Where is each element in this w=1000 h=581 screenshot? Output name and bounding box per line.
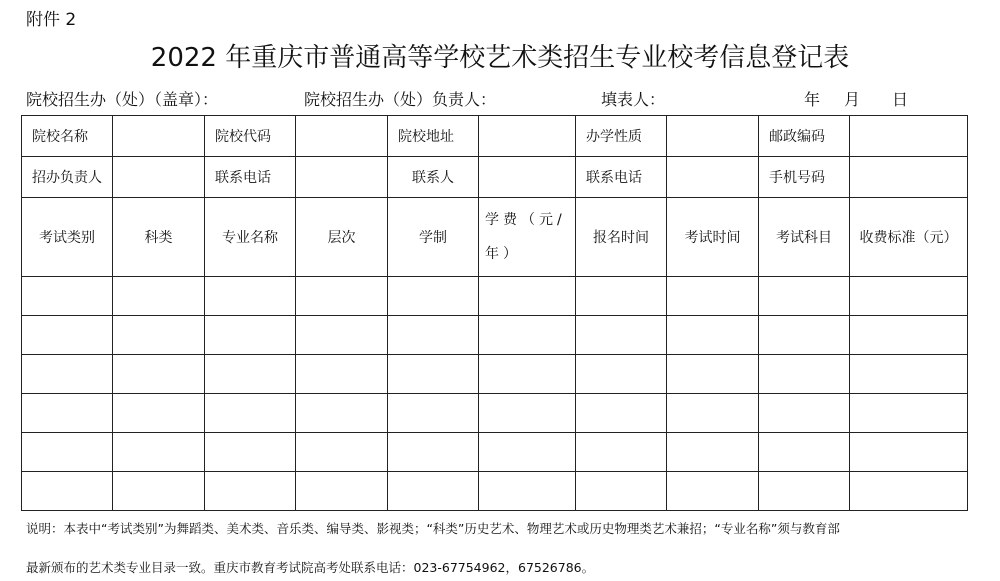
table-cell[interactable]	[850, 277, 968, 316]
table-cell[interactable]	[205, 355, 296, 394]
contact-person-field[interactable]	[479, 157, 576, 198]
table-cell[interactable]	[22, 472, 113, 511]
col-exam-subjects: 考试科目	[759, 198, 850, 277]
table-cell[interactable]	[576, 277, 667, 316]
table-cell[interactable]	[22, 355, 113, 394]
table-cell[interactable]	[667, 394, 759, 433]
table-row	[22, 316, 968, 355]
admissions-head-field[interactable]	[113, 157, 205, 198]
table-cell[interactable]	[388, 394, 479, 433]
table-cell[interactable]	[759, 433, 850, 472]
table-cell[interactable]	[388, 316, 479, 355]
col-duration: 学制	[388, 198, 479, 277]
table-cell[interactable]	[22, 433, 113, 472]
table-cell[interactable]	[479, 355, 576, 394]
col-fee-standard: 收费标准（元）	[850, 198, 968, 277]
col-exam-time: 考试时间	[667, 198, 759, 277]
info-head-label: 院校招生办（处）负责人：	[304, 90, 497, 109]
table-row	[22, 472, 968, 511]
school-nature-field[interactable]	[667, 116, 759, 157]
table-cell[interactable]	[759, 472, 850, 511]
col-level: 层次	[296, 198, 388, 277]
mobile-label: 手机号码	[759, 157, 850, 198]
table-cell[interactable]	[667, 277, 759, 316]
date-year-label: 年	[804, 90, 823, 109]
table-cell[interactable]	[388, 433, 479, 472]
table-cell[interactable]	[759, 316, 850, 355]
table-cell[interactable]	[296, 316, 388, 355]
table-cell[interactable]	[479, 277, 576, 316]
contact-phone-label: 联系电话	[576, 157, 667, 198]
table-cell[interactable]	[205, 316, 296, 355]
col-registration-time: 报名时间	[576, 198, 667, 277]
table-cell[interactable]	[576, 472, 667, 511]
table-cell[interactable]	[850, 355, 968, 394]
contact-phone-field[interactable]	[667, 157, 759, 198]
note-line-2: 最新颁布的艺术类专业目录一致。重庆市教育考试院高考处联系电话：023-67754962，67526786。	[26, 560, 595, 575]
school-info-row-2	[22, 157, 968, 198]
col-major-name: 专业名称	[205, 198, 296, 277]
phone-label: 联系电话	[205, 157, 296, 198]
table-cell[interactable]	[205, 433, 296, 472]
table-cell[interactable]	[296, 433, 388, 472]
contact-person-label: 联系人	[388, 157, 479, 198]
date-day-label: 日	[892, 90, 911, 109]
school-address-field[interactable]	[479, 116, 576, 157]
table-cell[interactable]	[759, 277, 850, 316]
col-subject-type: 科类	[113, 198, 205, 277]
table-cell[interactable]	[205, 472, 296, 511]
table-cell[interactable]	[22, 316, 113, 355]
table-cell[interactable]	[113, 355, 205, 394]
table-cell[interactable]	[113, 316, 205, 355]
school-name-label: 院校名称	[22, 116, 113, 157]
column-header-row	[22, 198, 968, 277]
table-cell[interactable]	[576, 394, 667, 433]
table-cell[interactable]	[759, 394, 850, 433]
table-cell[interactable]	[850, 394, 968, 433]
table-cell[interactable]	[296, 277, 388, 316]
table-cell[interactable]	[850, 472, 968, 511]
table-cell[interactable]	[576, 316, 667, 355]
table-cell[interactable]	[576, 355, 667, 394]
table-cell[interactable]	[296, 355, 388, 394]
table-cell[interactable]	[113, 433, 205, 472]
postal-code-label: 邮政编码	[759, 116, 850, 157]
col-tuition	[479, 198, 576, 277]
table-cell[interactable]	[850, 316, 968, 355]
table-row	[22, 433, 968, 472]
registration-table	[21, 115, 968, 511]
attachment-label: 附件 2	[26, 10, 77, 30]
table-cell[interactable]	[479, 433, 576, 472]
table-row	[22, 355, 968, 394]
table-cell[interactable]	[667, 433, 759, 472]
postal-code-field[interactable]	[850, 116, 968, 157]
table-cell[interactable]	[296, 394, 388, 433]
table-cell[interactable]	[113, 394, 205, 433]
school-nature-label: 办学性质	[576, 116, 667, 157]
table-cell[interactable]	[479, 394, 576, 433]
phone-field[interactable]	[296, 157, 388, 198]
table-cell[interactable]	[667, 316, 759, 355]
table-cell[interactable]	[576, 433, 667, 472]
table-cell[interactable]	[388, 472, 479, 511]
table-row	[22, 394, 968, 433]
table-cell[interactable]	[667, 472, 759, 511]
table-cell[interactable]	[113, 277, 205, 316]
form-title: 2022 年重庆市普通高等学校艺术类招生专业校考信息登记表	[150, 43, 850, 73]
school-code-field[interactable]	[296, 116, 388, 157]
table-cell[interactable]	[850, 433, 968, 472]
table-cell[interactable]	[22, 277, 113, 316]
info-date	[804, 88, 910, 112]
note-line-1: 说明：本表中“考试类别”为舞蹈类、美术类、音乐类、编导类、影视类；“科类”历史艺术、物理艺术或历史物理类艺术兼招；“专业名称”须与教育部	[26, 521, 840, 536]
table-cell[interactable]	[113, 472, 205, 511]
col-exam-category: 考试类别	[22, 198, 113, 277]
col-tuition-label: 学费（元/年）	[485, 212, 566, 262]
table-cell[interactable]	[388, 277, 479, 316]
table-cell[interactable]	[479, 472, 576, 511]
table-cell[interactable]	[205, 394, 296, 433]
info-seal-label: 院校招生办（处）（盖章）：	[26, 90, 219, 109]
table-cell[interactable]	[205, 277, 296, 316]
date-month-label: 月	[844, 90, 863, 109]
table-cell[interactable]	[296, 472, 388, 511]
table-cell[interactable]	[22, 394, 113, 433]
table-cell[interactable]	[479, 316, 576, 355]
table-cell[interactable]	[388, 355, 479, 394]
table-cell[interactable]	[759, 355, 850, 394]
school-address-label: 院校地址	[388, 116, 479, 157]
school-info-row-1	[22, 116, 968, 157]
table-row	[22, 277, 968, 316]
school-code-label: 院校代码	[205, 116, 296, 157]
info-filler-label: 填表人：	[601, 90, 666, 109]
mobile-field[interactable]	[850, 157, 968, 198]
school-name-field[interactable]	[113, 116, 205, 157]
admissions-head-label: 招办负责人	[22, 157, 113, 198]
table-cell[interactable]	[667, 355, 759, 394]
